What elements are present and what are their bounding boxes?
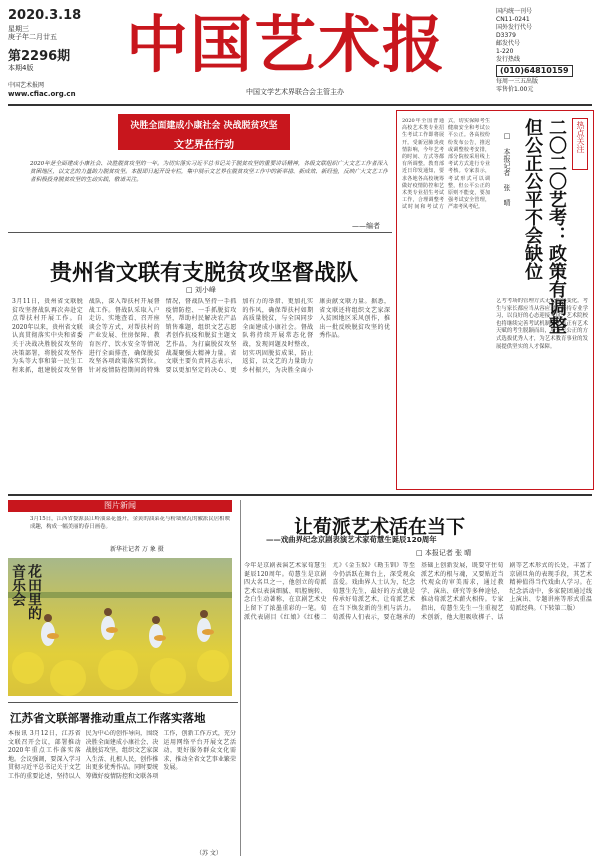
rule bbox=[8, 232, 392, 233]
info-line: 1-220 bbox=[496, 48, 514, 55]
column-divider bbox=[240, 500, 241, 856]
newspaper-title: 中国艺术报 bbox=[126, 8, 447, 81]
intro-signoff: ——编者 bbox=[352, 222, 380, 230]
phone-label: 发行热线 bbox=[496, 56, 521, 63]
site-label: 中国艺术报网 bbox=[8, 82, 45, 89]
info-line: D3379 bbox=[496, 32, 516, 39]
photo-news-header: 图片新闻 bbox=[8, 500, 232, 512]
campaign-banner bbox=[118, 114, 290, 150]
jiangsu-headline: 江苏省文联部署推动重点工作落实落地 bbox=[10, 711, 206, 725]
newspaper-subtitle: 中国文学艺术界联合会主管主办 bbox=[246, 88, 344, 96]
hot-title-left: 但公正公平不会缺位 bbox=[522, 118, 543, 280]
hot-title-top: 二〇二〇艺考： bbox=[546, 118, 567, 244]
xun-headline: 让荀派艺术活在当下 bbox=[294, 516, 466, 538]
photo-credit: 新华社记者 万 象 摄 bbox=[110, 546, 164, 553]
xun-byline: □ 本报记者 张 晴 bbox=[416, 549, 472, 557]
intro-text: 2020年是全面建成小康社会、决胜脱贫攻坚的一年。为切实落实习近平总书记关于脱贫攻坚的重要讲话精神，各级文联组织广大文艺工作者深入贫困地区，以文艺的力量助力脱贫攻坚。本报即日起开设专栏，集中展示文艺界在脱贫攻坚工作中的新举措、新成效、新经验，反映广大文艺工作者积极投身脱贫攻坚的生动实践，敬请关注。 bbox=[30, 161, 388, 183]
lead-headline: 贵州省文联有支脱贫攻坚督战队 bbox=[50, 260, 359, 286]
phone-box: (010)64810159 bbox=[496, 65, 573, 77]
photo-image bbox=[8, 558, 232, 696]
jiangsu-body: 本报讯 3月12日，江苏省文联召开会议，部署推动2020年重点工作落实落地。会议强调，要深入学习贯彻习近平总书记关于文艺工作的重要论述，坚持以人民为中心的创作导向，围绕决胜全面建成小康社会、决战脱贫攻坚，组织文艺家深入生活、扎根人民，创作推出更多优秀作品。同时要统筹做好疫情防控和文联各项工作，创新工作方式，充分运用网络平台开展文艺活动，更好服务群众文化需求，推动全省文艺事业繁荣发展。 bbox=[8, 730, 236, 780]
hot-tag bbox=[572, 118, 588, 170]
issue-number: 第2296期 bbox=[8, 49, 71, 64]
hot-side-body: 艺考考场的管理方式无论如何变化，考生与家长都应当从容应对，坚持专业学习，以良好的心态迎接考试。艺术院校也将继续完善考试机制，让真正有艺术天赋的考生脱颖而出，用公平公正的方式选拔优秀人才，为艺术教育事业的发展提供坚实的人才保障。 bbox=[496, 298, 588, 350]
lead-byline: □ 刘小峰 bbox=[186, 286, 216, 294]
info-line: 国外发行代号 bbox=[496, 24, 533, 31]
info-line: 每周一三五出版 bbox=[496, 78, 539, 85]
page-count: 本期4版 bbox=[8, 64, 34, 72]
xun-body: 今年是京剧表演艺术家荀慧生诞辰120周年。荀慧生是京剧四大名旦之一，他创立的荀派艺术以表演细腻、唱腔婉转、念白生动著称，在京剧艺术史上留下了浓墨重彩的一笔。荀派代表剧目《红娘》《红楼二尤》《金玉奴》《勘玉钏》等至今仍活跃在舞台上，深受观众喜爱。戏曲界人士认为，纪念荀慧生先生，最好的方式就是传承好荀派艺术，让荀派艺术在当下焕发新的生机与活力。荀派传人们表示，要在继承的基础上创新发展，既要守住荀派艺术的根与魂，又要贴近当代观众的审美需求，通过教学、演出、研究等多种途径，推动荀派艺术薪火相传。专家指出，荀慧生先生一生重视艺术创新，他大胆吸收梆子、话剧等艺术形式的长处，丰富了京剧旦角的表现手段，其艺术精神值得当代戏曲人学习。在纪念活动中，多家院团通过线上演出、专题讲座等形式重温荀派经典。（下转第二版） bbox=[244, 562, 592, 621]
info-line: CN11-0241 bbox=[496, 16, 530, 23]
info-line: 邮发代号 bbox=[496, 40, 521, 47]
banner-line-2: 文艺界在行动 bbox=[174, 140, 234, 151]
hot-title-main: 政策有调整 bbox=[546, 244, 567, 334]
rule bbox=[8, 702, 238, 703]
info-line: 零售价1.00元 bbox=[496, 86, 534, 93]
hot-tag-label: 热点关注 bbox=[576, 121, 585, 153]
hot-byline: □ 本报记者 张 晴 bbox=[503, 132, 511, 206]
lunar-date: 庚子年二月廿五 bbox=[8, 33, 57, 41]
banner-line-1: 决胜全面建成小康社会 决战脱贫攻坚 bbox=[130, 121, 278, 131]
photo-poem-col-2: 音乐会 bbox=[10, 564, 26, 606]
lead-body: 3月11日，贵州省文联脱贫攻坚督战队再次奔赴定点帮扶村开展工作。自2020年以来，贵州省文联认真贯彻落实中央和省委关于决战决胜脱贫攻坚的决策部署，将脱贫攻坚作为头等大事和第一民生工程来抓，组建脱贫攻坚督战队，深入帮扶村开展督战工作。督战队采取入户走访、实地查看、召开座谈会等方式，对帮扶村的产业发展、住房保障、教育医疗、饮水安全等情况进行全面排查，确保脱贫攻坚各项政策落实到位。针对疫情防控期间的特殊情况，督战队坚持一手抓疫情防控、一手抓脱贫攻坚，帮助村民解决农产品销售难题，组织文艺志愿者创作抗疫和脱贫主题文艺作品，为打赢脱贫攻坚战凝聚强大精神力量。省文联主要负责同志表示，要以更加坚定的决心、更加有力的举措、更加扎实的作风，确保帮扶村如期高质量脱贫，与全国同步全面建成小康社会。督战队将持续开展常态化督战，发现问题及时整改，切实巩固脱贫成果，防止返贫，以文艺的力量助力乡村振兴，为决胜全面小康贡献文联力量。据悉，省文联还将组织文艺家深入贫困地区采风创作，推出一批反映脱贫攻坚的优秀作品。 bbox=[12, 298, 390, 374]
rule bbox=[8, 494, 592, 496]
site-url[interactable]: www.cfiac.org.cn bbox=[8, 90, 76, 98]
info-line: 国内统一刊号 bbox=[496, 8, 533, 15]
weekday: 星期三 bbox=[8, 25, 29, 33]
issue-date: 2020.3.18 bbox=[8, 8, 82, 23]
jiangsu-signoff: （苏 文） bbox=[196, 850, 222, 857]
masthead-rule bbox=[8, 104, 592, 106]
masthead-right-info bbox=[496, 8, 592, 94]
hot-body: 2020年全国普通高校艺术类专业招生考试工作即将展开。受新冠肺炎疫情影响，今年艺考的时间、方式等都有所调整。教育部近日印发通知，要求各地各高校统筹做好疫情防控和艺术类专业招生考试工作，合理调整考试时间和考试方式，切实保障考生健康安全和考试公平公正。各高校纷纷发布公告，推迟或调整校考安排，部分院校采用线上考试方式进行专业考核。专家表示，考试形式可以调整，但公平公正的原则不能变，要加强考试安全管理，严肃考风考纪。 bbox=[402, 118, 490, 211]
photo-poem-col-1: 花田里的 bbox=[26, 564, 42, 620]
masthead-left-info bbox=[8, 8, 108, 98]
xun-subtitle: ——戏曲界纪念京剧表演艺术家荀慧生诞辰120周年 bbox=[266, 535, 437, 544]
photo-caption: 3月15日，江西省婺源县江岭油菜花盛开，金黄的油菜花与粉墙黛瓦的徽派民居相映成趣，构成一幅美丽的春日画卷。 bbox=[30, 516, 230, 530]
